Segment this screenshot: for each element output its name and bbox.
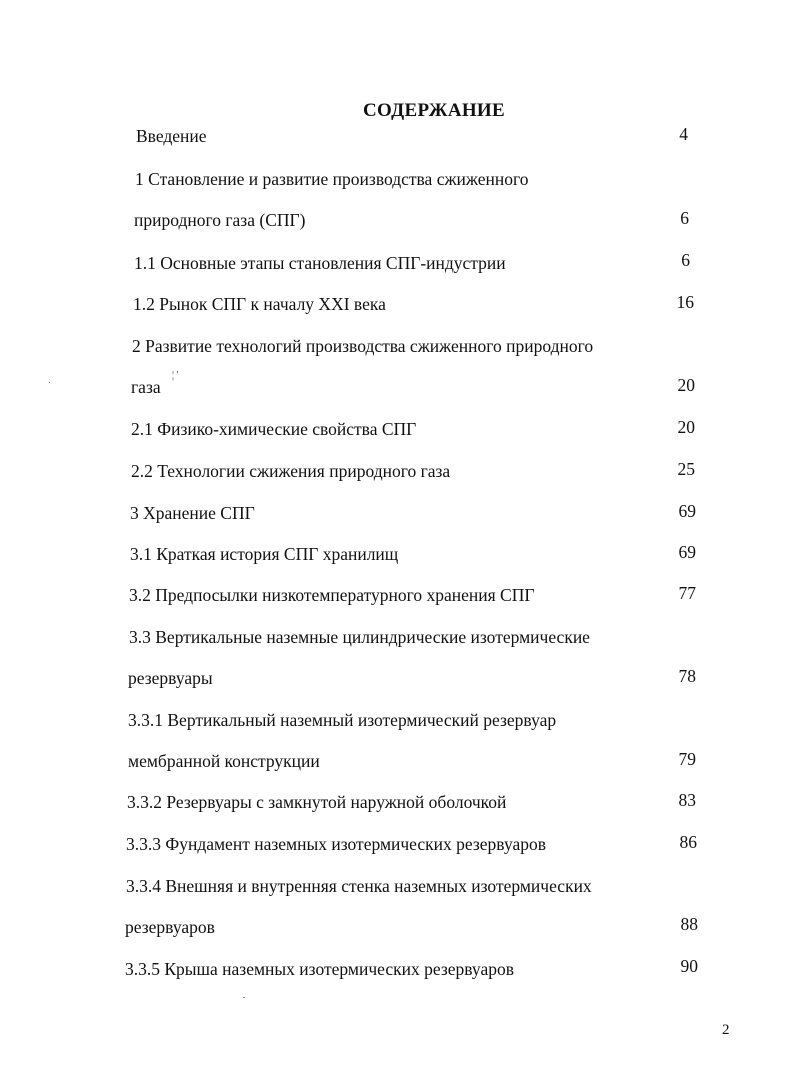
toc-entry-text: 1.2 Рынок СПГ к началу XXI века <box>133 294 386 314</box>
toc-entry-page: 69 <box>678 542 696 562</box>
scan-mark: ¦ ' <box>172 370 179 381</box>
toc-entry-page: 83 <box>678 790 696 810</box>
scan-dot <box>243 997 245 998</box>
toc-entry-text: газа <box>131 377 161 397</box>
toc-entry-page: 20 <box>677 417 695 437</box>
toc-entry-text: 3.3.5 Крыша наземных изотермических резервуаров <box>125 959 514 979</box>
toc-entry-page: 88 <box>680 914 698 934</box>
toc-entry-page: 4 <box>679 124 688 144</box>
toc-entry-page: 16 <box>676 292 694 312</box>
toc-entry-text: 3.3.4 Внешняя и внутренняя стенка наземных изотермических <box>126 876 592 896</box>
toc-entry-page: 6 <box>681 250 690 270</box>
toc-entry-text: 3.3.1 Вертикальный наземный изотермический резервуар <box>128 710 557 730</box>
toc-entry-text: 3.2 Предпосылки низкотемпературного хранения СПГ <box>129 585 535 605</box>
toc-entry-page: 90 <box>680 956 698 976</box>
toc-entry-page: 77 <box>678 583 696 603</box>
toc-entry-text: 2.1 Физико-химические свойства СПГ <box>131 419 417 439</box>
toc-entry-page: 79 <box>678 749 696 769</box>
toc-entry-text: Введение <box>136 126 207 146</box>
toc-entry-text: 3.3 Вертикальные наземные цилиндрические изотермические <box>129 627 590 647</box>
toc-entry-page: 78 <box>678 666 696 686</box>
toc-entry-text: резервуары <box>128 668 213 688</box>
scan-dot <box>49 382 50 383</box>
toc-entry-page: 86 <box>679 832 697 852</box>
page-number: 2 <box>722 1022 730 1038</box>
toc-entry-text: 3 Хранение СПГ <box>130 503 255 523</box>
toc-entry-page: 6 <box>680 208 689 228</box>
toc-entry-text: мембранной конструкции <box>128 751 320 771</box>
toc-entry-text: 2 Развитие технологий производства сжиженного природного <box>132 336 594 356</box>
toc-entry-text: 2.2 Технологии сжижения природного газа <box>131 461 451 481</box>
toc-entry-text: 3.1 Краткая история СПГ хранилищ <box>130 544 399 564</box>
toc-entry-text: 1.1 Основные этапы становления СПГ-индустрии <box>134 253 506 273</box>
page-title: СОДЕРЖАНИЕ <box>363 100 505 121</box>
toc-entry-text: 1 Становление и развитие производства сжиженного <box>135 169 529 189</box>
toc-entry-text: 3.3.3 Фундамент наземных изотермических резервуаров <box>126 834 547 854</box>
toc-entry-page: 69 <box>678 501 696 521</box>
toc-entry-text: природного газа (СПГ) <box>134 210 306 230</box>
toc-entry-page: 25 <box>677 459 695 479</box>
toc-entry-text: резервуаров <box>125 917 215 937</box>
toc-entry-text: 3.3.2 Резервуары с замкнутой наружной оболочкой <box>127 792 507 812</box>
toc-entry-page: 20 <box>677 375 695 395</box>
